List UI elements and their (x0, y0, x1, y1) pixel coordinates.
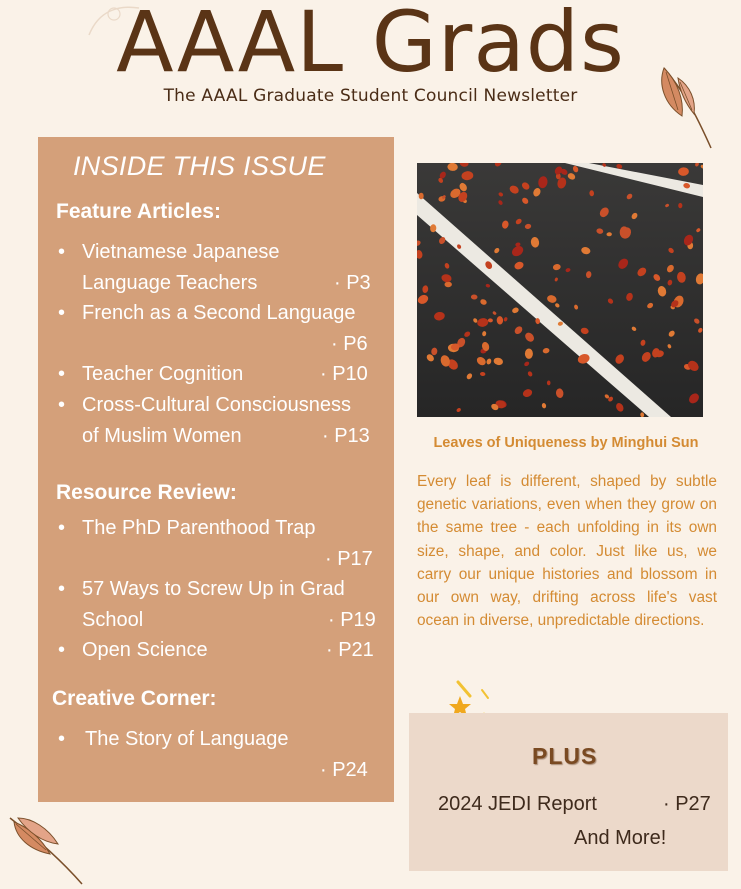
toc-item[interactable] (58, 237, 280, 299)
plus-box (409, 713, 728, 871)
flourish-decoration-icon (84, 0, 144, 40)
toc-item-title: The PhD Parenthood Trap (82, 517, 316, 539)
section-heading-resource-review: Resource Review: (56, 481, 237, 504)
toc-item-title: Open Science (82, 639, 208, 661)
newsletter-title: AAAL Grads (116, 0, 625, 91)
toc-item[interactable] (58, 390, 351, 452)
jedi-report-link[interactable]: 2024 JEDI Report (438, 793, 597, 815)
toc-item-title: of Muslim Women (82, 425, 242, 447)
bullet-icon: • (58, 517, 66, 539)
table-of-contents (38, 137, 394, 802)
photo-asphalt-leaves (417, 163, 703, 417)
toc-item-page: · P24 (320, 759, 368, 781)
toc-item-title: 57 Ways to Screw Up in Grad (82, 578, 345, 600)
section-heading-creative-corner: Creative Corner: (52, 687, 217, 710)
bullet-icon: • (58, 363, 66, 385)
newsletter-subtitle: The AAAL Graduate Student Council Newsletter (163, 86, 578, 106)
toc-item-page: · P13 (322, 425, 370, 447)
photo-caption: Leaves of Uniqueness by Minghui Sun (433, 435, 699, 451)
bullet-icon: • (58, 728, 66, 750)
toc-item-page: · P19 (328, 609, 376, 631)
toc-item[interactable] (58, 513, 316, 544)
toc-item-page: · P6 (331, 333, 368, 355)
toc-item[interactable] (58, 298, 356, 329)
photo-description: Every leaf is different, shaped by subtle genetic variations, even when they grow on the same tree - each unfolding in its own size, shape, and color. Just like us, we carry our unique histories and blossom in our own way, drifting across life's vast ocean in diverse, unpredictable directions. (417, 473, 717, 630)
toc-item-page: · P17 (325, 548, 373, 570)
toc-item-title: Vietnamese Japanese (82, 241, 280, 263)
bullet-icon: • (58, 578, 66, 600)
fallen-leaf (525, 349, 533, 359)
toc-item-page: · P3 (334, 272, 371, 294)
toc-item-page: · P10 (320, 363, 368, 385)
toc-item-title: French as a Second Language (82, 302, 356, 324)
toc-item-title: Language Teachers (82, 272, 258, 294)
toc-item[interactable] (58, 635, 208, 666)
bullet-icon: • (58, 639, 66, 661)
toc-item-title: Cross-Cultural Consciousness (82, 394, 351, 416)
toc-item-page: · P21 (326, 639, 374, 661)
toc-item-title: School (82, 609, 144, 631)
fallen-leaf (419, 193, 424, 200)
plus-label: PLUS (532, 743, 598, 769)
and-more-text: And More! (574, 827, 667, 849)
toc-item[interactable] (58, 724, 289, 755)
bullet-icon: • (58, 241, 66, 263)
toc-item-title: Teacher Cognition (82, 363, 244, 385)
toc-heading: INSIDE THIS ISSUE (73, 151, 326, 181)
bullet-icon: • (58, 394, 66, 416)
leaf-decoration-icon (656, 64, 716, 154)
feature-photo (417, 163, 703, 417)
toc-item-title: The Story of Language (85, 728, 289, 750)
toc-item[interactable] (58, 574, 345, 636)
section-heading-feature-articles: Feature Articles: (56, 200, 221, 223)
toc-item[interactable] (58, 359, 244, 390)
leaf-decoration-icon (6, 812, 86, 888)
jedi-report-page: · P27 (663, 793, 711, 815)
bullet-icon: • (58, 302, 66, 324)
